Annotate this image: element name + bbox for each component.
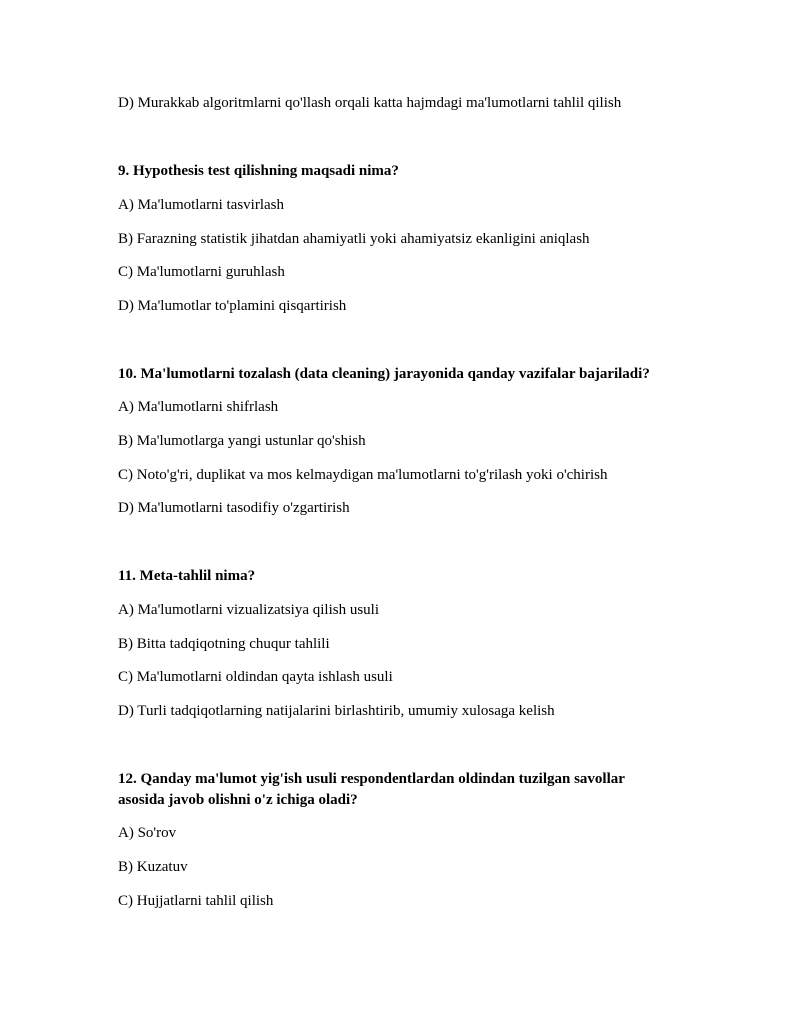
question-12-option-a: A) So'rov (118, 825, 177, 841)
question-9-title: 9. Hypothesis test qilishning maqsadi nima? (118, 163, 399, 179)
question-9-option-b: B) Farazning statistik jihatdan ahamiyatli yoki ahamiyatsiz ekanligini aniqlash (118, 231, 590, 247)
question-11-option-a: A) Ma'lumotlarni vizualizatsiya qilish usuli (118, 602, 379, 618)
question-11-option-c: C) Ma'lumotlarni oldindan qayta ishlash usuli (118, 669, 393, 685)
question-10-title: 10. Ma'lumotlarni tozalash (data cleaning) jarayonida qanday vazifalar bajariladi? (118, 366, 650, 382)
question-10-option-a: A) Ma'lumotlarni shifrlash (118, 399, 279, 415)
question-10-option-c: C) Noto'g'ri, duplikat va mos kelmaydigan ma'lumotlarni to'g'rilash yoki o'chirish (118, 467, 608, 483)
question-12-title-line-2: asosida javob olishni o'z ichiga oladi? (118, 792, 358, 808)
question-11-option-b: B) Bitta tadqiqotning chuqur tahlili (118, 636, 330, 652)
question-10-option-d: D) Ma'lumotlarni tasodifiy o'zgartirish (118, 500, 350, 516)
question-9-option-d: D) Ma'lumotlar to'plamini qisqartirish (118, 298, 347, 314)
question-11-title: 11. Meta-tahlil nima? (118, 568, 256, 584)
question-9-option-c: C) Ma'lumotlarni guruhlash (118, 264, 285, 280)
question-12-option-c: C) Hujjatlarni tahlil qilish (118, 893, 274, 909)
question-11-option-d: D) Turli tadqiqotlarning natijalarini birlashtirib, umumiy xulosaga kelish (118, 703, 555, 719)
question-12-title-line-1: 12. Qanday ma'lumot yig'ish usuli respondentlardan oldindan tuzilgan savollar (118, 771, 625, 787)
question-9-option-a: A) Ma'lumotlarni tasvirlash (118, 197, 285, 213)
previous-question-option-d: D) Murakkab algoritmlarni qo'llash orqali katta hajmdagi ma'lumotlarni tahlil qilish (118, 95, 622, 111)
question-12-option-b: B) Kuzatuv (118, 859, 188, 875)
question-10-option-b: B) Ma'lumotlarga yangi ustunlar qo'shish (118, 433, 366, 449)
